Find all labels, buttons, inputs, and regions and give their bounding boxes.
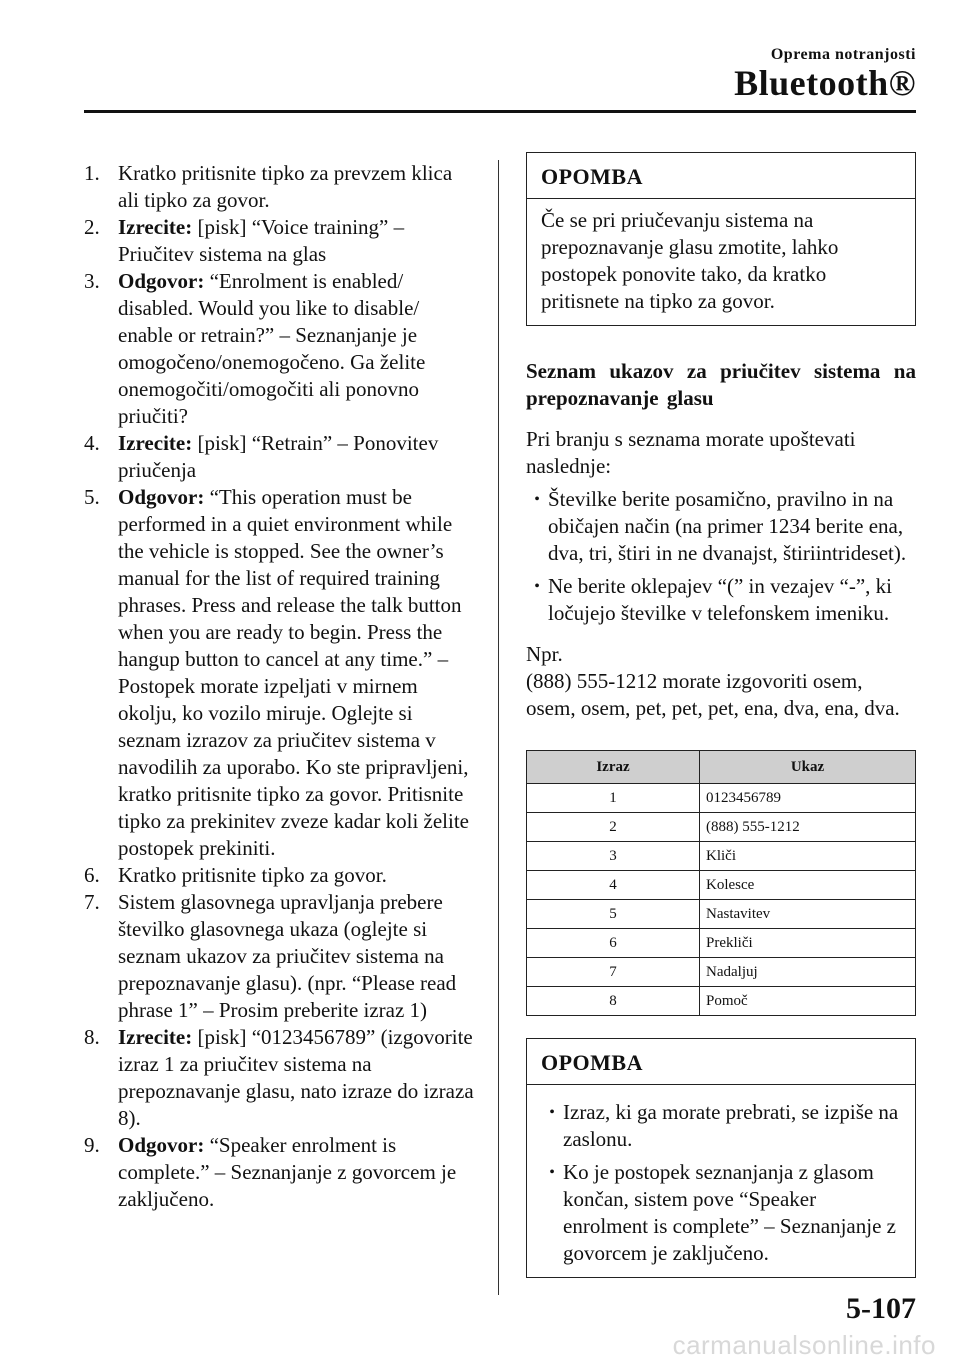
step-description: Sistem glasovnega upravljanja prebere številko glasovnega ukaza (oglejte si seznam ukazov za priučitev sistema na prepoznavanje glasu). (npr. “Please read phrase 1” – Prosim preberite izraz 1) (118, 890, 457, 1022)
step-number: 5. (84, 485, 100, 509)
bullet-item (541, 1099, 903, 1153)
step-text (118, 1024, 478, 1132)
bullet-text: Ko je postopek seznanjanja z glasom končan, sistem pove “Speaker enrolment is complete” – Seznanjanje z govorcem je zaključeno. (563, 1160, 896, 1265)
bullet-icon: • (549, 1164, 555, 1181)
bullet-item (526, 486, 916, 567)
bullet-item (526, 573, 916, 627)
note-box-2 (526, 1038, 916, 1278)
example-text: (888) 555-1212 morate izgovoriti osem, osem, osem, pet, pet, pet, ena, dva, ena, dva. (526, 669, 900, 720)
steps-column (84, 160, 478, 1213)
step-number: 6. (84, 863, 100, 887)
section-label: Oprema notranjosti (770, 46, 916, 63)
step-text (118, 160, 478, 214)
step-item (84, 862, 478, 889)
phrase-number-cell: 7 (527, 958, 700, 987)
column-header-phrase: Izraz (527, 751, 700, 784)
step-description: “Speaker enrolment is complete.” – Seznanjanje z govorcem je zaključeno. (118, 1133, 457, 1211)
table-header-row (527, 751, 916, 784)
table-row (527, 900, 916, 929)
note-box-1 (526, 152, 916, 326)
command-cell: Pomoč (700, 987, 916, 1016)
table-row (527, 958, 916, 987)
step-text (118, 862, 478, 889)
table-row (527, 813, 916, 842)
step-text (118, 214, 478, 268)
step-description: Kratko pritisnite tipko za govor. (118, 863, 387, 887)
step-text (118, 484, 478, 862)
step-number: 4. (84, 431, 100, 455)
bullet-text: Številke berite posamično, pravilno in na običajen način (na primer 1234 berite ena, dva, tri, štiri in ne dvanajst, štiriintrideset). (548, 487, 907, 565)
watermark: carmanualsonline.info (672, 1330, 936, 1360)
note-text: Če se pri priučevanju sistema na prepoznavanje glasu zmotite, lahko postopek ponovite tako, da kratko pritisnete na tipko za govor. (541, 208, 839, 313)
step-number: 7. (84, 890, 100, 914)
header-divider (84, 110, 916, 113)
phrase-number-cell: 8 (527, 987, 700, 1016)
command-cell: Prekliči (700, 929, 916, 958)
bullet-text: Izraz, ki ga morate prebrati, se izpiše na zaslonu. (563, 1100, 899, 1151)
example-label: Npr. (526, 642, 563, 666)
step-label: Izrecite: (118, 431, 193, 455)
step-text (118, 430, 478, 484)
page-number: 5-107 (846, 1292, 916, 1325)
step-text (118, 268, 478, 430)
phrase-number-cell: 1 (527, 784, 700, 813)
command-cell: Nadaljuj (700, 958, 916, 987)
phrase-number-cell: 4 (527, 871, 700, 900)
phrase-number-cell: 6 (527, 929, 700, 958)
page-title: Bluetooth® (734, 63, 916, 103)
step-number: 2. (84, 215, 100, 239)
command-cell: Nastavitev (700, 900, 916, 929)
note-heading: OPOMBA (527, 153, 915, 199)
note-body (527, 1085, 915, 1277)
step-number: 9. (84, 1133, 100, 1157)
phrase-number-cell: 3 (527, 842, 700, 871)
step-item (84, 214, 478, 268)
step-description: “This operation must be performed in a quiet environment while the vehicle is stopped. See the owner’s manual for the list of required training phrases. Press and release the talk button when you are ready to begin. Press the hangup button to cancel at any time.” – Postopek morate izpeljati v mirnem okolju, ko vozilo miruje. Oglejte si seznam izrazov za priučitev sistema v navodilih za uporabo. Ko ste pripravljeni, kratko pritisnite tipko za govor. Pritisnite tipko za prekinitev zveze kadar koli želite postopek prekiniti. (118, 485, 470, 860)
step-item (84, 889, 478, 1024)
step-text (118, 889, 478, 1024)
step-number: 3. (84, 269, 100, 293)
section-heading: Seznam ukazov za priučitev sistema na prepoznavanje glasu (526, 359, 916, 410)
step-text (118, 1132, 478, 1213)
step-number: 1. (84, 161, 100, 185)
step-label: Izrecite: (118, 1025, 193, 1049)
column-header-command: Ukaz (700, 751, 916, 784)
bullet-item (541, 1159, 903, 1267)
step-item (84, 430, 478, 484)
note-heading: OPOMBA (527, 1039, 915, 1085)
step-item (84, 1132, 478, 1213)
bullet-icon: • (534, 578, 540, 595)
command-table (526, 750, 916, 1016)
column-divider (498, 160, 499, 1295)
table-row (527, 929, 916, 958)
command-cell: 0123456789 (700, 784, 916, 813)
step-item (84, 484, 478, 862)
bullet-text: Ne berite oklepajev “(” in vezajev “-”, ki ločujejo številke v telefonskem imeniku. (548, 574, 892, 625)
step-label: Odgovor: (118, 1133, 205, 1157)
step-item (84, 268, 478, 430)
step-description: [pisk] “Voice training” – Priučitev sistema na glas (118, 215, 405, 266)
command-cell: (888) 555-1212 (700, 813, 916, 842)
bullet-icon: • (534, 491, 540, 508)
step-label: Izrecite: (118, 215, 193, 239)
table-row (527, 871, 916, 900)
table-row (527, 842, 916, 871)
step-label: Odgovor: (118, 485, 205, 509)
step-description: Kratko pritisnite tipko za prevzem klica ali tipko za govor. (118, 161, 453, 212)
section-intro: Pri branju s seznama morate upoštevati naslednje: (526, 427, 856, 478)
bullet-icon: • (549, 1104, 555, 1121)
step-description: [pisk] “Retrain” – Ponovitev priučenja (118, 431, 439, 482)
right-column (526, 152, 916, 1278)
step-item (84, 160, 478, 214)
phrase-number-cell: 5 (527, 900, 700, 929)
step-description: [pisk] “0123456789” (izgovorite izraz 1 za priučitev sistema na prepoznavanje glasu, nato izraze do izraza 8). (118, 1025, 474, 1130)
table-row (527, 987, 916, 1016)
table-row (527, 784, 916, 813)
command-cell: Kolesce (700, 871, 916, 900)
step-description: “Enrolment is enabled/ disabled. Would you like to disable/ enable or retrain?” – Seznanjanje je omogočeno/onemogočeno. Ga želite onemogočiti/omogočiti ali ponovno priučiti? (118, 269, 426, 428)
step-number: 8. (84, 1025, 100, 1049)
step-label: Odgovor: (118, 269, 205, 293)
step-item (84, 1024, 478, 1132)
phrase-number-cell: 2 (527, 813, 700, 842)
command-cell: Kliči (700, 842, 916, 871)
